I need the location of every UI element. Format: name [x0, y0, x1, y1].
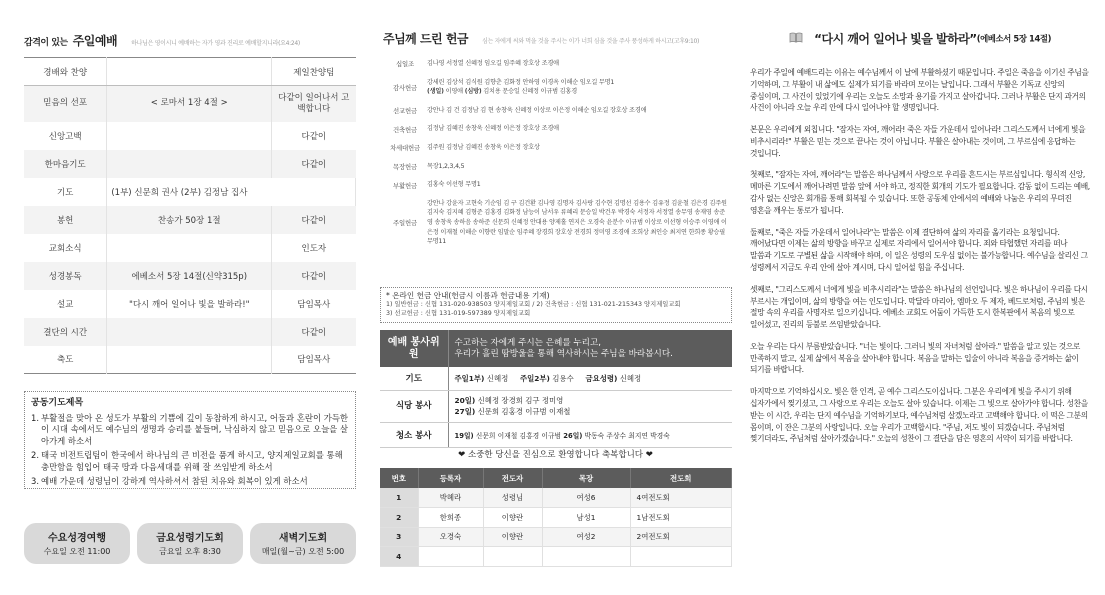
worship-subtitle: 하나님은 영이시니 예배하는 자가 영과 진리로 예배할지니라(요4:24) — [131, 40, 300, 47]
offering-label: 주일헌금 — [393, 219, 417, 228]
offering-row — [383, 106, 728, 116]
mission-society — [630, 547, 732, 567]
meeting-time: 매일(월~금) 오전 5:00 — [261, 547, 345, 556]
service-tag: 26일) — [563, 431, 583, 440]
order-content: (1부) 신문희 권사 (2부) 김정남 집사 — [107, 178, 356, 206]
order-leader: 다같이 — [301, 131, 327, 142]
table-row — [24, 86, 356, 122]
order-item: 경배와 찬양 — [24, 58, 107, 86]
order-content — [107, 234, 272, 262]
table-row — [24, 178, 356, 206]
order-leader: 제일찬양팀 — [272, 58, 356, 86]
offering-list — [383, 59, 728, 256]
order-leader: 다같이 — [272, 206, 356, 234]
sermon-column — [750, 0, 1090, 595]
offering-names: 강안나 강윤자 고현숙 기순임 김 구 김건환 김나영 김명자 김사랑 김수현 김명선 김용수 김유정 김윤철 김은경 김주원 김지숙 김지혜 김형준 김홍경 김화정 남능이 남서우 류혜리 문승일 박건우 박경숙 서정자 서정열 송무영 송재영 송준영 송창욱 송하음 송하준 신문희 신혜정 안대용 양제홀 연지은 오경숙 윤분수 이규범 이상로 이선형 이승주 이영애 이은정 이재철 이해순 이향란 임말순 임주혜 장경희 장호상 전경희 정미영 조경애 조희상 최인승 최지연 한희종 황승필 무명11 — [427, 199, 727, 246]
sermon-paragraph: 마지막으로 기억하십시오. 빛은 한 인격, 곧 예수 그리스도이십니다. 그분은 우리에게 빛을 주시기 위해 십자가에서 찢기셨고, 그 사랑으로 우리는 오늘도 살아 있습니다. 이제는 그 빛으로 살아가야 합니다. 성찬을 받는 이 시간, 우리는 단지 예수님을 기억하기보다, 예수님처럼 살겠노라고 고백해야 합니다. 이 떡은 그분의 몸이며, 이 잔은 그분의 사랑입니다. 오늘 우리가 고백합시다. "주님, 저도 빛이 되겠습니다. 주님처럼 찢기더라도, 주님처럼 살아가겠습니다." 오늘의 성찬이 그 결단을 담은 영혼의 서약이 되기를 바랍니다. — [750, 387, 1088, 444]
service-header-message — [448, 330, 732, 367]
order-content — [107, 346, 272, 374]
service-message-line: 수고하는 자에게 주시는 은혜를 누리고, — [454, 337, 601, 348]
offering-names: 강안나 김 건 김정남 김 현 송창욱 신혜정 이상로 이은정 이해순 임오길 장호상 조경애 — [427, 106, 647, 114]
offering-column — [383, 0, 733, 595]
meeting-title: 금요성령기도회 — [156, 533, 224, 544]
order-leader: 인도자 — [301, 243, 327, 254]
service-tag: 19일) — [454, 431, 474, 440]
order-item: 축도 — [24, 346, 107, 374]
column-header: 전도회 — [630, 468, 732, 488]
mission-society: 2여전도회 — [630, 527, 732, 547]
row-number: 4 — [380, 547, 418, 567]
table-row — [24, 262, 356, 290]
service-names: 신혜정 — [484, 373, 509, 383]
order-content — [107, 122, 272, 150]
service-tag: 주일2부) — [519, 373, 550, 383]
service-message-line: 우리가 흘린 땀방울을 통해 역사하시는 주님을 바라봅시다. — [454, 348, 673, 359]
offering-names: 목장1,2,3,4,5 — [427, 162, 465, 170]
registrant: 박혜라 — [418, 488, 483, 508]
table-header-row — [380, 468, 732, 488]
offering-row — [383, 143, 728, 153]
online-offering-box — [380, 287, 732, 323]
offering-names: 김홍숙 이선형 무명1 — [427, 181, 481, 189]
worship-order-column — [24, 0, 364, 595]
table-row — [380, 390, 732, 422]
row-number: 2 — [380, 508, 418, 528]
order-content — [107, 318, 272, 346]
service-label: 식당 봉사 — [380, 390, 448, 422]
cell-group: 남성1 — [542, 508, 630, 528]
meeting-title: 새벽기도회 — [278, 533, 328, 544]
worship-order-table — [24, 57, 356, 374]
order-leader: 다같이 — [272, 318, 356, 346]
offering-names: 김주원 김정남 김혜진 송창욱 이은정 장호상 — [427, 144, 540, 152]
meeting-time: 금요일 오후 8:30 — [159, 547, 221, 556]
cell-group: 여성2 — [542, 527, 630, 547]
offering-label: 건축헌금 — [393, 125, 417, 134]
order-leader: 담임목사 — [297, 299, 331, 310]
offering-label: 목장헌금 — [393, 162, 417, 171]
offering-names: 김나영 서정열 신혜정 임오길 임주혜 장호상 조경애 — [427, 60, 559, 67]
offering-row — [383, 199, 728, 247]
prayer-number: 3. — [31, 475, 39, 486]
worship-section-header — [24, 30, 300, 49]
offering-section-header — [383, 30, 699, 47]
service-value — [448, 367, 732, 390]
service-names: 신혜정 장경희 김구 정미영 — [475, 395, 564, 405]
registrant: 오경숙 — [418, 527, 483, 547]
offering-label: 부활헌금 — [393, 181, 417, 190]
column-header: 목장 — [542, 468, 630, 488]
online-offering-title: * 온라인 헌금 안내(헌금시 이름과 헌금내용 기재) — [386, 291, 550, 300]
offering-label: 선교헌금 — [393, 107, 417, 116]
book-icon — [789, 32, 803, 46]
meeting-dawn — [250, 523, 356, 564]
online-offering-accounts: 3) 선교헌금 : 신협 131-019-597389 양지제일교회 — [386, 309, 531, 317]
table-row — [24, 234, 356, 262]
meeting-friday — [137, 523, 243, 564]
offering-label: 차세대헌금 — [390, 144, 420, 153]
order-leader: 담임목사 — [297, 355, 331, 366]
offering-tag: (생일) — [427, 88, 444, 96]
worship-title: 주일예배 — [72, 34, 118, 48]
sermon-paragraph: 둘째로, "죽은 자들 가운데서 일어나라"는 말씀은 이제 결단하여 삶의 자리를 옮기라는 요청입니다. 깨어났다면 이제는 삶의 방향을 바꾸고 실제로 자리에서 일어서야 합니다. 죄와 타협했던 자리를 떠나 말씀과 기도로 구별된 삶을 시작해야 하며, 이 일은 성령의 도우심 없이는 불가능합니다. 예수님을 살리신 그 성령께서 지금도 우리 안에 살아 계시며, 다시 일어설 힘을 주십니다. — [750, 227, 1088, 272]
prayer-text: 태국 비전트립팀이 한국에서 하나님의 큰 비전을 품게 하시고, 양지제일교회를 통해 충만함을 힘입어 태국 땅과 다음세대를 위해 잘 쓰임받게 하소서 — [41, 450, 343, 472]
table-row — [380, 422, 732, 447]
table-row — [380, 488, 732, 508]
prayer-number: 1. — [31, 413, 39, 424]
offering-subtitle: 심는 자에게 씨와 먹을 것을 주시는 이가 너희 심을 것을 주사 풍성하게 하시고(고후9:10) — [482, 38, 700, 45]
order-leader: 다같이 — [272, 262, 356, 290]
order-content — [107, 150, 272, 178]
welcome-message: ❤ 소중한 당신을 진심으로 환영합니다 축복합니다 ❤ — [458, 450, 653, 460]
order-item: 결단의 시간 — [24, 318, 107, 346]
service-tag: 20일) — [454, 395, 476, 405]
service-names: 신문희 김홍경 이규범 이재철 — [475, 407, 571, 416]
service-tag: 금요성령) — [585, 373, 618, 383]
order-item: 교회소식 — [24, 234, 107, 262]
column-header: 전도자 — [483, 468, 542, 488]
meeting-time: 수요일 오전 11:00 — [43, 547, 111, 556]
sermon-title: “다시 깨어 일어나 빛을 발하라” — [814, 32, 977, 46]
registrant: 한희종 — [418, 508, 483, 528]
sermon-paragraph: 오늘 우리는 다시 부름받았습니다. "너는 빛이다. 그러니 빛의 자녀처럼 살아라." 말씀을 알고 있는 것으로 만족하지 말고, 실제 삶에서 복음을 살아내야 합니다. 복음을 말하는 입술이 아니라 복음을 증거하는 삶이 되기를 바랍니다. — [750, 341, 1080, 375]
table-row — [380, 527, 732, 547]
column-header: 번호 — [380, 468, 418, 488]
prayer-text: 예배 가운데 성령님이 강하게 역사하셔서 참된 치유와 회복이 있게 하소서 — [41, 475, 308, 486]
service-names: 신문희 이재철 김홍경 이규범 — [473, 431, 564, 440]
prayer-topics-title: 공동기도제목 — [31, 398, 84, 408]
order-item: 설교 — [24, 290, 107, 318]
sermon-paragraph: 본문은 우리에게 외칩니다. "잠자는 자여, 깨어라! 죽은 자들 가운데서 일어나라! 그리스도께서 너에게 빛을 비추시리라!" 부활은 믿는 것으로 끝나는 것이 아닙니다. 부활은 살아내는 것이며, 그 부르심에 응답하는 것입니다. — [750, 125, 1086, 158]
offering-title: 주님께 드린 헌금 — [383, 32, 469, 46]
offering-row — [383, 59, 728, 69]
evangelist: 이향란 — [483, 508, 542, 528]
service-tag: 주일1부) — [454, 373, 485, 383]
table-row — [24, 58, 356, 86]
prayer-item — [31, 476, 349, 487]
prayer-item — [31, 413, 349, 447]
evangelist: 이향란 — [483, 527, 542, 547]
sermon-header — [750, 28, 1090, 47]
service-label: 청소 봉사 — [380, 422, 448, 447]
order-item: 한마음기도 — [24, 150, 107, 178]
table-header-row — [380, 330, 732, 367]
offering-row — [383, 78, 728, 97]
offering-row — [383, 180, 728, 190]
worship-title-prefix: 감격이 있는 — [24, 38, 68, 48]
order-item: 믿음의 선포 — [24, 86, 107, 122]
meeting-title: 수요성경여행 — [48, 533, 106, 544]
service-value — [448, 422, 732, 447]
offering-names-line: 강세린 김상석 김식원 김향춘 김화정 안하영 이경옥 이해순 임오길 무명1 — [427, 78, 615, 86]
order-content — [107, 58, 272, 86]
offering-names-line: 이영애 — [443, 88, 465, 96]
order-leader: 다같이 일어나서 고백합니다 — [272, 86, 356, 122]
table-row — [24, 122, 356, 150]
row-number: 3 — [380, 527, 418, 547]
prayer-topics-box — [24, 391, 356, 489]
order-item: 기도 — [24, 178, 107, 206]
offering-label: 감사헌금 — [393, 83, 417, 92]
table-row — [380, 547, 732, 567]
order-leader: 다같이 — [272, 150, 356, 178]
order-content: 찬송가 50장 1절 — [107, 206, 272, 234]
prayer-number: 2. — [31, 450, 39, 461]
order-item: 성경봉독 — [24, 262, 107, 290]
offering-names-line: 김치용 문승일 신혜정 이규범 김홍경 — [481, 88, 577, 96]
service-names: 김용수 — [549, 373, 574, 383]
offering-row — [383, 124, 728, 134]
meeting-wednesday — [24, 523, 130, 564]
mission-society: 1남전도회 — [630, 508, 732, 528]
service-volunteers-table — [380, 330, 732, 448]
online-offering-accounts: 1) 일반헌금 : 신협 131-020-938503 양지제일교회 / 2) 건축헌금 : 신협 131-021-215343 양지제일교회 — [386, 301, 681, 309]
table-row — [24, 346, 356, 374]
service-header-label: 예배 봉사위원 — [380, 330, 448, 367]
table-row — [24, 290, 356, 318]
order-item: 신앙고백 — [24, 122, 107, 150]
table-row — [24, 318, 356, 346]
sermon-paragraph: 우리가 주일에 예배드리는 이유는 예수님께서 이 날에 부활하셨기 때문입니다. 주일은 죽음을 이기신 주님을 기억하며, 그 부활이 내 삶에도 실제가 되기를 바라며 모이는 날입니다. 그래서 부활은 기독교 신앙의 중심이며, 그 사건이 있었기에 우리는 오늘도 소망과 용기를 가지고 살아갑니다. 그러나 부활은 단지 과거의 사건이 아니라 오늘 우리 안에 다시 일어나야 할 생명입니다. — [750, 68, 1089, 113]
offering-row — [383, 162, 728, 172]
sermon-paragraph: 셋째로, "그리스도께서 너에게 빛을 비추시리라"는 말씀은 하나님의 선언입니다. 빛은 하나님이 우리를 다시 부르시는 개입이며, 삶의 방향을 여는 인도입니다. 막달라 마리아, 엠마오 두 제자, 베드로처럼, 주님의 빛은 절망 속의 우리를 사명자로 일으키십니다. 에베소 교회도 어둠이 가득한 도시 한복판에서 복음의 빛으로 일어섰고, 진리의 등불로 쓰임받았습니다. — [750, 284, 1088, 330]
order-item: 봉헌 — [24, 206, 107, 234]
table-row — [24, 150, 356, 178]
table-row — [24, 206, 356, 234]
service-names: 신혜정 — [617, 373, 642, 383]
weekly-meetings — [24, 523, 356, 564]
evangelist — [483, 547, 542, 567]
offering-label: 십일조 — [396, 60, 414, 69]
mission-society: 4여전도회 — [630, 488, 732, 508]
order-content: 에베소서 5장 14절(신약315p) — [107, 262, 272, 290]
newcomers-table — [380, 468, 732, 567]
cell-group: 여성6 — [542, 488, 630, 508]
cell-group — [542, 547, 630, 567]
service-value — [448, 390, 732, 422]
registrant — [418, 547, 483, 567]
table-row — [380, 367, 732, 390]
order-content: "다시 깨어 일어나 빛을 발하라!" — [107, 290, 272, 318]
order-content: < 로마서 1장 4절 > — [107, 86, 272, 122]
offering-tag: (심방) — [464, 88, 482, 96]
sermon-body — [750, 67, 1090, 455]
row-number: 1 — [380, 488, 418, 508]
table-row — [380, 508, 732, 528]
sermon-paragraph: 첫째로, "잠자는 자여, 깨어라"는 말씀은 하나님께서 사랑으로 우리를 흔드시는 부르심입니다. 형식적 신앙, 메마른 기도에서 깨어나려면 말씀 앞에 서야 하고, 정직한 회개의 기도가 필요합니다. 감동 없이 드리는 예배, 감사 없는 신앙은 회개를 통해 회복될 수 있습니다. 또한 공동체 안에서의 예배와 나눔은 우리의 무뎌진 영혼을 깨우는 통로가 됩니다. — [750, 170, 1090, 215]
column-header: 등록자 — [418, 468, 483, 488]
offering-names: 김정남 김혜진 송창욱 신혜정 이은정 장호상 조경애 — [427, 125, 559, 133]
sermon-reference: (에베소서 5장 14절) — [976, 33, 1051, 44]
service-tag: 27일) — [454, 407, 476, 416]
prayer-text: 부활절을 맞아 온 성도가 부활의 기쁨에 깊이 동참하게 하시고, 어둠과 혼란이 가득한 이 시대 속에서도 예수님의 생명과 승리를 붙들며, 낙심하지 않고 믿음으로 오늘을 살아가게 하소서 — [41, 413, 349, 446]
service-names: 박동숙 주상수 최지연 박경숙 — [582, 431, 670, 440]
evangelist: 성령님 — [483, 488, 542, 508]
prayer-item — [31, 450, 349, 473]
service-label: 기도 — [380, 367, 448, 390]
offering-names — [427, 78, 728, 97]
